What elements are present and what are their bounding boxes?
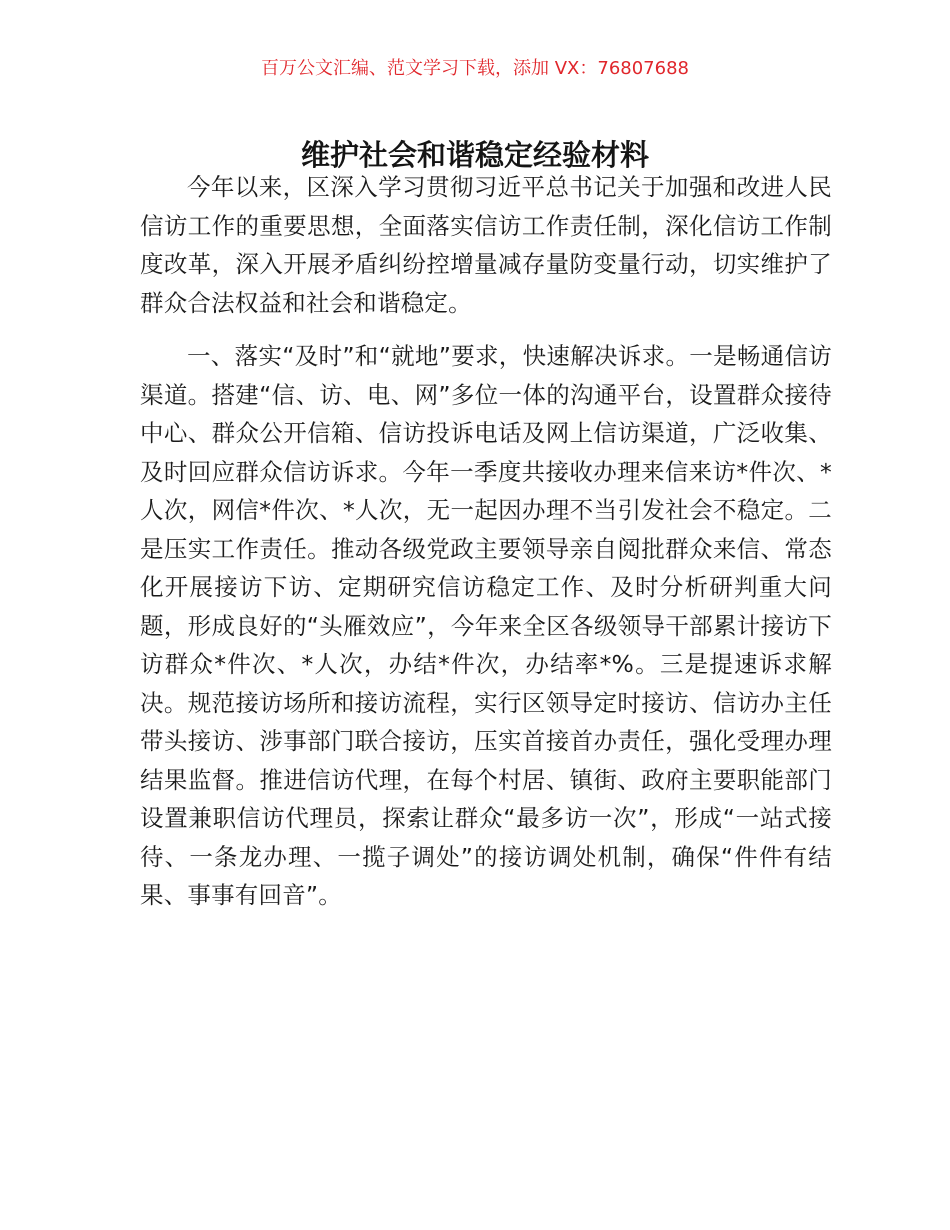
- document-title: 维护社会和谐稳定经验材料: [300, 138, 649, 173]
- header-banner: 百万公文汇编、范文学习下载，添加 VX：76807688: [261, 58, 689, 79]
- intro-paragraph: 今年以来，区深入学习贯彻习近平总书记关于加强和改进人民信访工作的重要思想，全面落实信访工作责任制，深化信访工作制度改革，深入开展矛盾纠纷控增量减存量防变量行动，切实维护了群众合法权益和社会和谐稳定。: [140, 173, 832, 317]
- document-body: [140, 168, 832, 915]
- section-one-paragraph: 一、落实“及时”和“就地”要求，快速解决诉求。一是畅通信访渠道。搭建“信、访、电、网”多位一体的沟通平台，设置群众接待中心、群众公开信箱、信访投诉电话及网上信访渠道，广泛收集、及时回应群众信访诉求。今年一季度共接收办理来信来访*件次、*人次，网信*件次、*人次，无一起因办理不当引发社会不稳定。二是压实工作责任。推动各级党政主要领导亲自阅批群众来信、常态化开展接访下访、定期研究信访稳定工作、及时分析研判重大问题，形成良好的“头雁效应”，今年来全区各级领导干部累计接访下访群众*件次、*人次，办结*件次，办结率*%。三是提速诉求解决。规范接访场所和接访流程，实行区领导定时接访、信访办主任带头接访、涉事部门联合接访，压实首接首办责任，强化受理办理结果监督。推进信访代理，在每个村居、镇街、政府主要职能部门设置兼职信访代理员，探索让群众“最多访一次”，形成“一站式接待、一条龙办理、一揽子调处”的接访调处机制，确保“件件有结果、事事有回音”。: [140, 342, 832, 909]
